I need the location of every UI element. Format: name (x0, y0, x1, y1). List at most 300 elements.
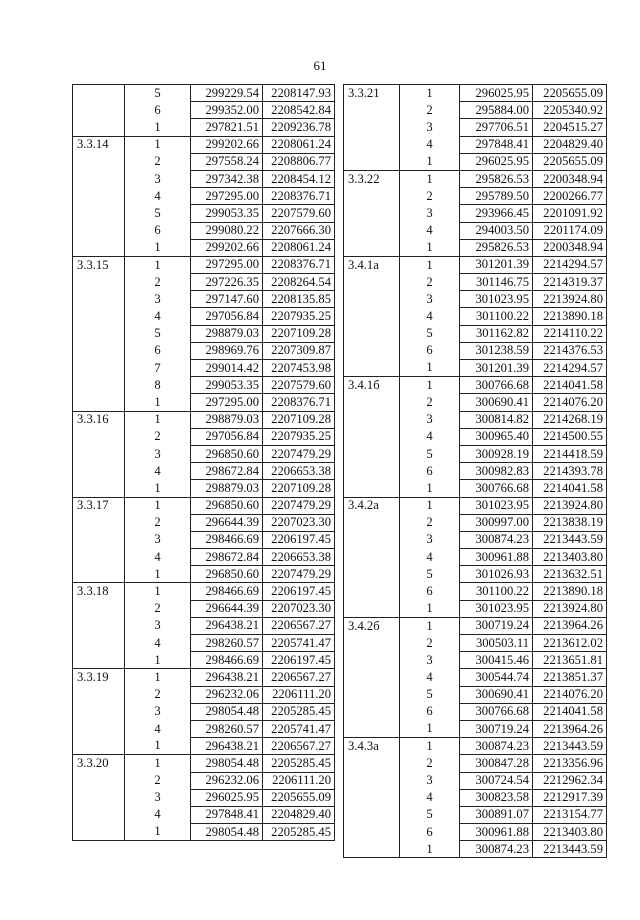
table-row (73, 291, 335, 308)
plot-id: 3.3.22 (344, 170, 400, 187)
plot-id (73, 153, 125, 170)
plot-id (73, 188, 125, 205)
point-number: 1 (400, 377, 460, 394)
table-row (73, 772, 335, 789)
table-row (344, 136, 607, 153)
plot-id: 3.3.17 (73, 497, 125, 514)
point-number: 1 (125, 824, 191, 841)
x-coordinate: 296850.60 (191, 497, 263, 514)
point-number: 1 (125, 755, 191, 772)
plot-id (344, 205, 400, 222)
plot-id (73, 824, 125, 841)
y-coordinate: 2213924.80 (533, 291, 607, 308)
plot-id (73, 291, 125, 308)
plot-id (344, 686, 400, 703)
plot-id (73, 531, 125, 548)
table-row (73, 480, 335, 497)
y-coordinate: 2214319.37 (533, 274, 607, 291)
point-number: 1 (125, 239, 191, 256)
plot-id (73, 342, 125, 359)
plot-id (344, 274, 400, 291)
y-coordinate: 2214041.58 (533, 703, 607, 720)
x-coordinate: 300719.24 (460, 720, 533, 737)
y-coordinate: 2213964.26 (533, 720, 607, 737)
x-coordinate: 298879.03 (191, 411, 263, 428)
y-coordinate: 2206111.20 (263, 772, 335, 789)
plot-id (344, 755, 400, 772)
x-coordinate: 300874.23 (460, 531, 533, 548)
y-coordinate: 2208542.84 (263, 102, 335, 119)
point-number: 4 (125, 635, 191, 652)
y-coordinate: 2207479.29 (263, 497, 335, 514)
coordinates-table-left (72, 84, 335, 841)
table-row (73, 188, 335, 205)
point-number: 2 (125, 274, 191, 291)
point-number: 8 (125, 377, 191, 394)
point-number: 4 (125, 463, 191, 480)
table-row (344, 652, 607, 669)
table-row (344, 222, 607, 239)
plot-id (73, 600, 125, 617)
table-row (344, 170, 607, 187)
y-coordinate: 2205285.45 (263, 824, 335, 841)
plot-id (344, 342, 400, 359)
table-row (344, 325, 607, 342)
point-number: 7 (125, 360, 191, 377)
y-coordinate: 2205655.09 (263, 789, 335, 806)
x-coordinate: 297147.60 (191, 291, 263, 308)
y-coordinate: 2213403.80 (533, 824, 607, 841)
point-number: 4 (400, 789, 460, 806)
table-row (344, 291, 607, 308)
x-coordinate: 300724.54 (460, 772, 533, 789)
table-row (344, 755, 607, 772)
table-row (73, 720, 335, 737)
plot-id (73, 308, 125, 325)
y-coordinate: 2214110.22 (533, 325, 607, 342)
y-coordinate: 2214294.57 (533, 360, 607, 377)
x-coordinate: 298054.48 (191, 755, 263, 772)
y-coordinate: 2213154.77 (533, 806, 607, 823)
plot-id (344, 291, 400, 308)
table-row (73, 531, 335, 548)
left-table-body (73, 85, 335, 841)
x-coordinate: 296850.60 (191, 566, 263, 583)
point-number: 6 (400, 703, 460, 720)
y-coordinate: 2204515.27 (533, 119, 607, 136)
x-coordinate: 300874.23 (460, 738, 533, 755)
x-coordinate: 300847.28 (460, 755, 533, 772)
x-coordinate: 296232.06 (191, 772, 263, 789)
coordinates-table-right (343, 84, 607, 858)
plot-id (344, 308, 400, 325)
x-coordinate: 298466.69 (191, 652, 263, 669)
table-row (344, 772, 607, 789)
table-row (344, 703, 607, 720)
x-coordinate: 297295.00 (191, 394, 263, 411)
point-number: 2 (400, 394, 460, 411)
point-number: 2 (125, 772, 191, 789)
plot-id (73, 480, 125, 497)
y-coordinate: 2213964.26 (533, 617, 607, 634)
y-coordinate: 2213924.80 (533, 497, 607, 514)
plot-id (344, 136, 400, 153)
point-number: 1 (400, 170, 460, 187)
y-coordinate: 2205655.09 (533, 85, 607, 102)
point-number: 2 (125, 686, 191, 703)
table-row (344, 635, 607, 652)
x-coordinate: 297342.38 (191, 170, 263, 187)
table-row (344, 669, 607, 686)
table-row (344, 205, 607, 222)
plot-id (73, 394, 125, 411)
plot-id (344, 824, 400, 841)
y-coordinate: 2205340.92 (533, 102, 607, 119)
point-number: 4 (125, 720, 191, 737)
y-coordinate: 2206197.45 (263, 531, 335, 548)
x-coordinate: 301146.75 (460, 274, 533, 291)
plot-id (344, 480, 400, 497)
table-row (73, 274, 335, 291)
plot-id (73, 222, 125, 239)
point-number: 1 (125, 738, 191, 755)
x-coordinate: 298672.84 (191, 463, 263, 480)
x-coordinate: 296644.39 (191, 600, 263, 617)
plot-id (344, 411, 400, 428)
table-row (344, 394, 607, 411)
y-coordinate: 2204829.40 (263, 806, 335, 823)
table-row (73, 669, 335, 686)
point-number: 1 (400, 239, 460, 256)
table-row (73, 153, 335, 170)
y-coordinate: 2207579.60 (263, 205, 335, 222)
table-row (73, 394, 335, 411)
table-row (344, 789, 607, 806)
plot-id: 3.4.1а (344, 256, 400, 273)
y-coordinate: 2213612.02 (533, 635, 607, 652)
plot-id: 3.3.21 (344, 85, 400, 102)
x-coordinate: 300965.40 (460, 428, 533, 445)
y-coordinate: 2201091.92 (533, 205, 607, 222)
x-coordinate: 299352.00 (191, 102, 263, 119)
point-number: 5 (125, 325, 191, 342)
y-coordinate: 2212917.39 (533, 789, 607, 806)
table-row (73, 789, 335, 806)
plot-id (73, 445, 125, 462)
table-row (344, 256, 607, 273)
point-number: 4 (125, 806, 191, 823)
y-coordinate: 2212962.34 (533, 772, 607, 789)
table-row (344, 377, 607, 394)
x-coordinate: 296025.95 (460, 153, 533, 170)
plot-id (344, 428, 400, 445)
x-coordinate: 297056.84 (191, 428, 263, 445)
x-coordinate: 296438.21 (191, 738, 263, 755)
page-number: 61 (313, 58, 327, 73)
x-coordinate: 296438.21 (191, 617, 263, 634)
x-coordinate: 299014.42 (191, 360, 263, 377)
point-number: 5 (400, 566, 460, 583)
plot-id (73, 170, 125, 187)
table-row (73, 566, 335, 583)
x-coordinate: 294003.50 (460, 222, 533, 239)
table-row (344, 841, 607, 858)
y-coordinate: 2206653.38 (263, 463, 335, 480)
y-coordinate: 2214041.58 (533, 377, 607, 394)
table-row (344, 531, 607, 548)
point-number: 1 (400, 360, 460, 377)
y-coordinate: 2205741.47 (263, 720, 335, 737)
x-coordinate: 299202.66 (191, 136, 263, 153)
point-number: 1 (125, 480, 191, 497)
plot-id (344, 325, 400, 342)
x-coordinate: 293966.45 (460, 205, 533, 222)
x-coordinate: 298054.48 (191, 703, 263, 720)
table-row (73, 325, 335, 342)
plot-id: 3.4.2а (344, 497, 400, 514)
table-row (73, 119, 335, 136)
table-row (344, 188, 607, 205)
y-coordinate: 2208376.71 (263, 188, 335, 205)
plot-id (73, 806, 125, 823)
x-coordinate: 300690.41 (460, 686, 533, 703)
y-coordinate: 2206653.38 (263, 549, 335, 566)
y-coordinate: 2208806.77 (263, 153, 335, 170)
plot-id (73, 325, 125, 342)
x-coordinate: 301026.93 (460, 566, 533, 583)
y-coordinate: 2206567.27 (263, 617, 335, 634)
point-number: 4 (125, 188, 191, 205)
y-coordinate: 2208454.12 (263, 170, 335, 187)
x-coordinate: 296232.06 (191, 686, 263, 703)
point-number: 1 (125, 497, 191, 514)
plot-id (344, 583, 400, 600)
point-number: 1 (400, 720, 460, 737)
point-number: 1 (400, 841, 460, 858)
table-row (73, 85, 335, 102)
y-coordinate: 2205285.45 (263, 755, 335, 772)
table-row (73, 136, 335, 153)
plot-id (344, 566, 400, 583)
point-number: 2 (125, 600, 191, 617)
y-coordinate: 2213632.51 (533, 566, 607, 583)
table-row (344, 428, 607, 445)
table-row (73, 652, 335, 669)
y-coordinate: 2213443.59 (533, 841, 607, 858)
x-coordinate: 300690.41 (460, 394, 533, 411)
plot-id (344, 806, 400, 823)
x-coordinate: 299202.66 (191, 239, 263, 256)
plot-id: 3.4.2б (344, 617, 400, 634)
table-row (344, 239, 607, 256)
x-coordinate: 299229.54 (191, 85, 263, 102)
point-number: 3 (125, 617, 191, 634)
x-coordinate: 300997.00 (460, 514, 533, 531)
x-coordinate: 297821.51 (191, 119, 263, 136)
plot-id (73, 102, 125, 119)
table-row (73, 738, 335, 755)
plot-id (73, 85, 125, 102)
y-coordinate: 2207935.25 (263, 428, 335, 445)
plot-id (73, 428, 125, 445)
point-number: 6 (400, 583, 460, 600)
table-row (73, 463, 335, 480)
table-row (344, 342, 607, 359)
x-coordinate: 301023.95 (460, 497, 533, 514)
table-row (344, 549, 607, 566)
table-row (344, 617, 607, 634)
y-coordinate: 2214500.55 (533, 428, 607, 445)
y-coordinate: 2213838.19 (533, 514, 607, 531)
x-coordinate: 299053.35 (191, 205, 263, 222)
plot-id (344, 102, 400, 119)
point-number: 4 (400, 136, 460, 153)
y-coordinate: 2206111.20 (263, 686, 335, 703)
table-row (73, 514, 335, 531)
x-coordinate: 301023.95 (460, 291, 533, 308)
point-number: 1 (400, 85, 460, 102)
point-number: 4 (400, 428, 460, 445)
table-row (344, 720, 607, 737)
table-row (344, 153, 607, 170)
point-number: 3 (400, 652, 460, 669)
x-coordinate: 301162.82 (460, 325, 533, 342)
plot-id (344, 360, 400, 377)
x-coordinate: 298466.69 (191, 583, 263, 600)
y-coordinate: 2213443.59 (533, 531, 607, 548)
table-row (344, 411, 607, 428)
point-number: 1 (125, 652, 191, 669)
point-number: 1 (400, 256, 460, 273)
y-coordinate: 2213443.59 (533, 738, 607, 755)
y-coordinate: 2213356.96 (533, 755, 607, 772)
table-row (73, 755, 335, 772)
y-coordinate: 2214041.58 (533, 480, 607, 497)
y-coordinate: 2207023.30 (263, 514, 335, 531)
x-coordinate: 300823.58 (460, 789, 533, 806)
x-coordinate: 300766.68 (460, 480, 533, 497)
table-row (73, 377, 335, 394)
point-number: 5 (400, 325, 460, 342)
plot-id (73, 720, 125, 737)
x-coordinate: 299053.35 (191, 377, 263, 394)
point-number: 4 (400, 549, 460, 566)
x-coordinate: 297295.00 (191, 256, 263, 273)
table-row (73, 824, 335, 841)
x-coordinate: 301238.59 (460, 342, 533, 359)
x-coordinate: 298879.03 (191, 480, 263, 497)
plot-id (344, 789, 400, 806)
point-number: 6 (400, 463, 460, 480)
x-coordinate: 298672.84 (191, 549, 263, 566)
plot-id (73, 205, 125, 222)
plot-id (73, 463, 125, 480)
plot-id (344, 720, 400, 737)
y-coordinate: 2209236.78 (263, 119, 335, 136)
table-row (73, 428, 335, 445)
plot-id (73, 789, 125, 806)
x-coordinate: 300982.83 (460, 463, 533, 480)
x-coordinate: 296644.39 (191, 514, 263, 531)
table-row (73, 308, 335, 325)
plot-id (344, 222, 400, 239)
table-row (73, 239, 335, 256)
table-row (344, 824, 607, 841)
x-coordinate: 297558.24 (191, 153, 263, 170)
point-number: 1 (125, 583, 191, 600)
y-coordinate: 2206197.45 (263, 652, 335, 669)
plot-id (73, 686, 125, 703)
y-coordinate: 2208376.71 (263, 394, 335, 411)
y-coordinate: 2207109.28 (263, 480, 335, 497)
plot-id (73, 566, 125, 583)
y-coordinate: 2206567.27 (263, 669, 335, 686)
y-coordinate: 2207309.87 (263, 342, 335, 359)
plot-id: 3.3.15 (73, 256, 125, 273)
table-row (73, 205, 335, 222)
x-coordinate: 295826.53 (460, 239, 533, 256)
plot-id: 3.3.19 (73, 669, 125, 686)
point-number: 5 (125, 205, 191, 222)
point-number: 3 (125, 703, 191, 720)
y-coordinate: 2200266.77 (533, 188, 607, 205)
point-number: 3 (125, 291, 191, 308)
x-coordinate: 299080.22 (191, 222, 263, 239)
point-number: 3 (400, 291, 460, 308)
point-number: 3 (400, 531, 460, 548)
y-coordinate: 2207666.30 (263, 222, 335, 239)
plot-id (344, 703, 400, 720)
plot-id (344, 549, 400, 566)
y-coordinate: 2213403.80 (533, 549, 607, 566)
x-coordinate: 296438.21 (191, 669, 263, 686)
y-coordinate: 2213651.81 (533, 652, 607, 669)
x-coordinate: 296025.95 (191, 789, 263, 806)
plot-id (344, 445, 400, 462)
point-number: 3 (400, 772, 460, 789)
table-row (73, 170, 335, 187)
table-row (344, 85, 607, 102)
x-coordinate: 298260.57 (191, 720, 263, 737)
x-coordinate: 297848.41 (191, 806, 263, 823)
point-number: 6 (400, 342, 460, 359)
plot-id (73, 119, 125, 136)
x-coordinate: 301201.39 (460, 360, 533, 377)
point-number: 4 (125, 549, 191, 566)
plot-id (73, 514, 125, 531)
point-number: 1 (125, 119, 191, 136)
plot-id (344, 394, 400, 411)
table-row (73, 583, 335, 600)
x-coordinate: 296850.60 (191, 445, 263, 462)
x-coordinate: 298054.48 (191, 824, 263, 841)
plot-id (344, 119, 400, 136)
x-coordinate: 300961.88 (460, 549, 533, 566)
x-coordinate: 300928.19 (460, 445, 533, 462)
y-coordinate: 2213851.37 (533, 669, 607, 686)
y-coordinate: 2214393.78 (533, 463, 607, 480)
point-number: 1 (125, 256, 191, 273)
table-row (344, 102, 607, 119)
y-coordinate: 2208376.71 (263, 256, 335, 273)
table-row (344, 480, 607, 497)
x-coordinate: 295789.50 (460, 188, 533, 205)
point-number: 3 (125, 170, 191, 187)
table-row (73, 342, 335, 359)
point-number: 1 (125, 669, 191, 686)
table-row (344, 566, 607, 583)
x-coordinate: 295884.00 (460, 102, 533, 119)
